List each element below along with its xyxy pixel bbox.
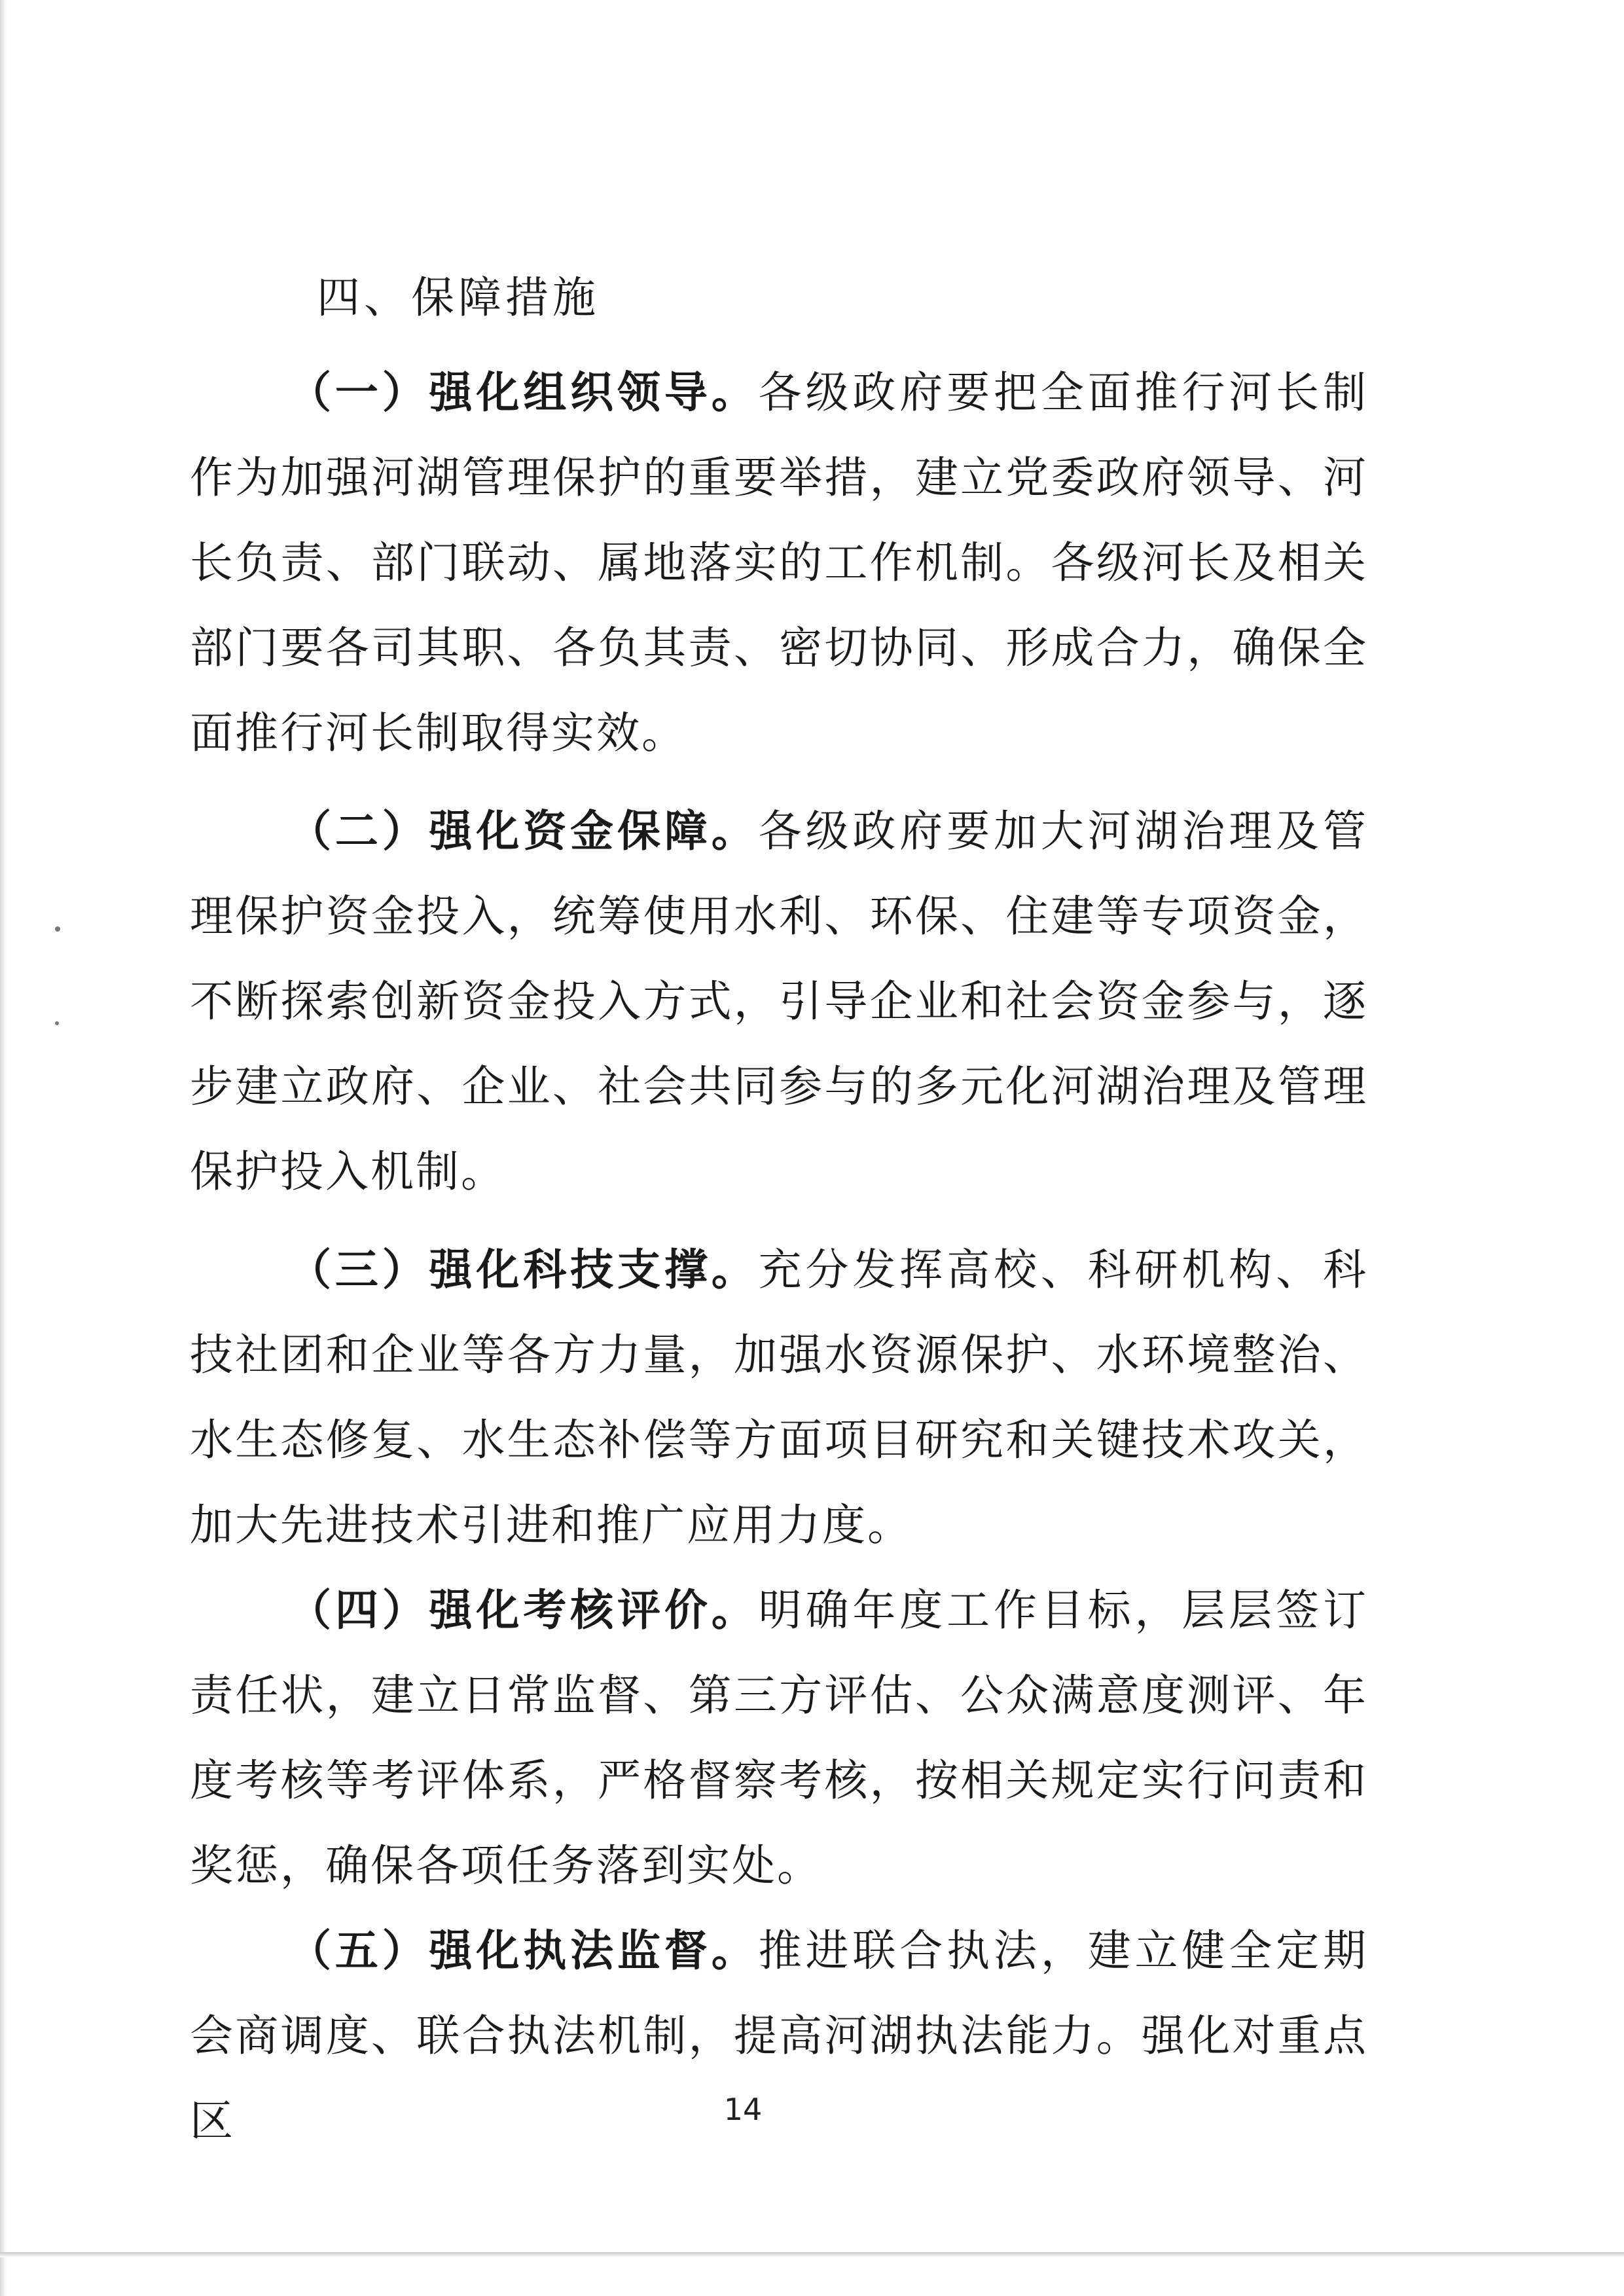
paragraph-technology [190,1228,1368,1568]
scan-bottom-edge [0,2252,1624,2257]
paragraph-text: 明确年度工作目标，层层签订责任状，建立日常监督、第三方评估、公众满意度测评、年度考核等考评体系，严格督察考核，按相关规定实行问责和奖惩，确保各项任务落到实处。 [190,1585,1369,1891]
paragraph-text: 各级政府要加大河湖治理及管理保护资金投入，统筹使用水利、环保、住建等专项资金，不断探索创新资金投入方式，引导企业和社会资金参与，逐步建立政府、企业、社会共同参与的多元化河湖治理及管理保护投入机制。 [190,806,1369,1197]
paragraph-organization [190,350,1368,776]
paragraph-text: 充分发挥高校、科研机构、科技社团和企业等各方力量，加强水资源保护、水环境整治、水生态修复、水生态补偿等方面项目研究和关键技术攻关，加大先进技术引进和推广应用力度。 [190,1245,1369,1550]
paragraph-text: 推进联合执法，建立健全定期会商调度、联合执法机制，提高河湖执法能力。强化对重点区 [190,1925,1369,2146]
scan-speck [55,926,60,932]
section-heading: 四、保障措施 [317,272,600,323]
scan-left-edge [0,0,7,2296]
paragraph-title: （四）强化考核评价。 [288,1585,759,1635]
paragraph-title: （二）强化资金保障。 [288,806,759,856]
paragraph-title: （五）强化执法监督。 [288,1925,759,1976]
paragraph-assessment [190,1568,1368,1908]
document-body [190,350,1368,2164]
paragraph-text: 各级政府要把全面推行河长制作为加强河湖管理保护的重要举措，建立党委政府领导、河长负责、部门联动、属地落实的工作机制。各级河长及相关部门要各司其职、各负其责、密切协同、形成合力，确保全面推行河长制取得实效。 [190,367,1369,758]
scan-speck [55,1021,59,1025]
paragraph-title: （一）强化组织领导。 [288,367,759,418]
paragraph-funding [190,789,1368,1214]
paragraph-title: （三）强化科技支撑。 [288,1245,759,1295]
page-number: 14 [723,2092,763,2127]
